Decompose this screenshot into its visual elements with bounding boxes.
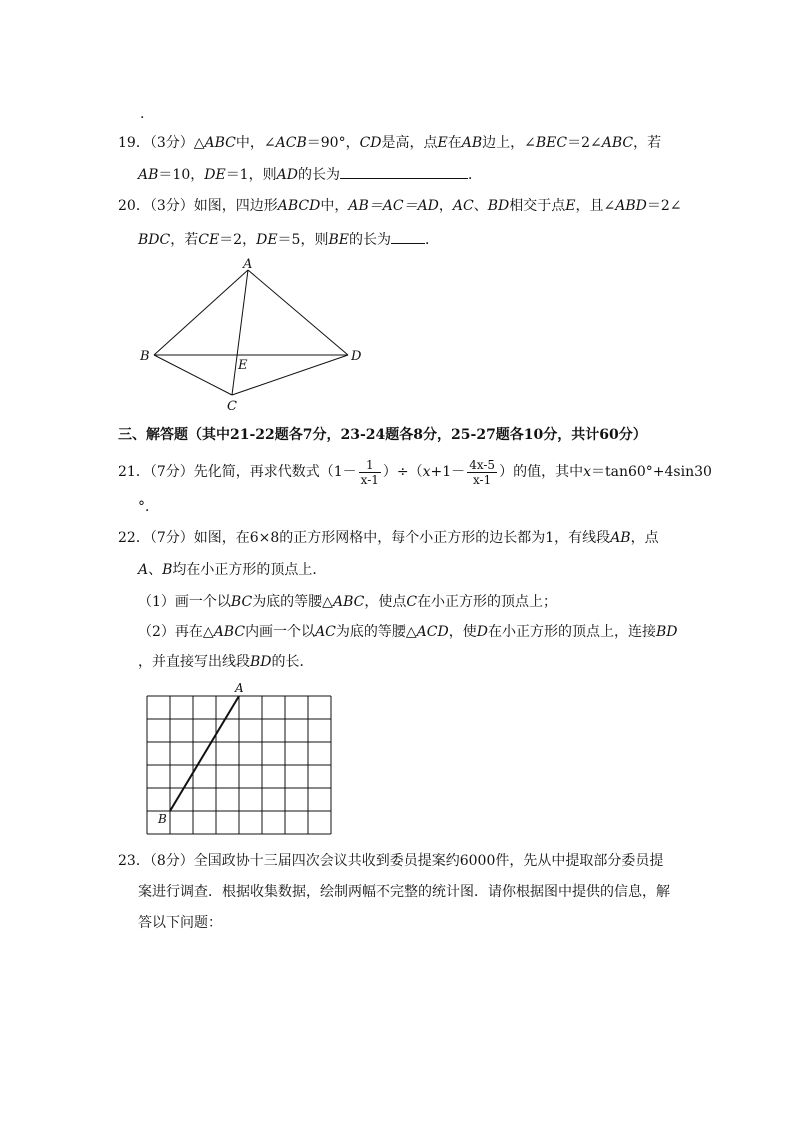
q22-text: 的长．	[271, 654, 314, 670]
q21-line2: °．	[138, 499, 159, 515]
q22-var: A	[138, 562, 149, 578]
q20-var: ABCD	[277, 198, 321, 214]
q19-var: ABC	[204, 135, 236, 151]
q19-var: BEC	[535, 135, 568, 151]
q22-var: ABC	[332, 594, 365, 610]
q19-text: ＝10，	[158, 167, 205, 183]
q22-var: C	[406, 594, 418, 610]
q21-line1	[118, 455, 712, 489]
seg-ad	[248, 270, 348, 355]
q19-var: ACB	[275, 135, 307, 151]
q22-sub1	[138, 592, 557, 612]
q19-text: ，若	[633, 135, 662, 151]
seg-ab	[154, 270, 248, 355]
q20-var: CE	[198, 232, 220, 248]
q19-text: 的长为	[297, 167, 340, 183]
q22-sub2	[138, 622, 677, 642]
top-dot: .	[140, 106, 145, 122]
q21-number: 21．（7分）	[118, 464, 194, 480]
q20-var: DE	[256, 232, 278, 248]
q19-var: AB	[138, 167, 159, 183]
q20-text: ＝2，	[219, 232, 257, 248]
q20-text: ＝2∠	[646, 198, 682, 214]
q21-text: +1－	[430, 464, 466, 480]
q22-sub3	[138, 652, 314, 672]
q20-text: ＝5，则	[277, 232, 329, 248]
q22-var: BD	[655, 624, 678, 640]
q20-figure	[130, 252, 370, 417]
section-3-title: 三、解答题（其中21-22题各7分，23-24题各8分，25-27题各10分，共计60分）	[118, 427, 647, 443]
q20-var: ABD	[615, 198, 647, 214]
q22-number: 22．（7分）	[118, 530, 194, 546]
q22-text: 为底的等腰△	[252, 594, 333, 610]
q22-text: 如图，在6×8的正方形网格中，每个小正方形的边长都为1，有线段	[193, 530, 611, 546]
q19-text: 是高，点	[381, 135, 438, 151]
q22-line1	[118, 528, 659, 548]
q22-text: 在小正方形的顶点上，连接	[487, 624, 656, 640]
seg-cd	[232, 355, 348, 395]
seg-bc	[154, 355, 232, 395]
q19-text: ．	[467, 167, 482, 183]
q20-var: AC	[452, 198, 474, 214]
q19-var: AD	[276, 167, 298, 183]
q19-text: ＝1，则	[225, 167, 277, 183]
q20-text: ，若	[170, 232, 199, 248]
q22-text: 均在小正方形的顶点上．	[172, 562, 327, 578]
q20-text: ，	[438, 198, 453, 214]
fraction-numerator: 1	[359, 458, 381, 473]
q22-text: ，使点	[364, 594, 407, 610]
q20-text: 、	[473, 198, 488, 214]
q22-line2	[138, 560, 326, 580]
q22-text: 在小正方形的顶点上；	[417, 594, 558, 610]
q19-text: 在	[447, 135, 462, 151]
label-b: B	[140, 349, 150, 364]
q20-text: ，且∠	[575, 198, 616, 214]
q20-line2	[138, 229, 439, 250]
label-a: A	[243, 257, 253, 272]
q22-var: ACD	[416, 624, 449, 640]
q19-answer-blank[interactable]	[340, 164, 468, 179]
fraction-numerator: 4x-5	[469, 457, 496, 472]
q21-text: ）的值，其中	[499, 464, 584, 480]
q19-var: DE	[204, 167, 226, 183]
q19-var: E	[437, 135, 448, 151]
q21-var: x	[583, 464, 591, 480]
q19-var: ABC	[601, 135, 634, 151]
q22-grid-figure	[140, 680, 340, 838]
q21-text: ＝tan60°+4sin30	[590, 464, 712, 480]
seg-ac	[232, 270, 248, 395]
q21-text: ）÷（	[382, 464, 423, 480]
segment-ab	[170, 696, 239, 811]
q22-text: （1）画一个以	[138, 594, 231, 610]
q19-text: 边上，∠	[482, 135, 536, 151]
q19-text: 中，∠	[235, 135, 276, 151]
q19-var: CD	[359, 135, 382, 151]
q20-text: ．	[424, 232, 439, 248]
q20-text: 相交于点	[509, 198, 566, 214]
q21-fraction-2	[467, 458, 497, 487]
q20-var: AB＝AC＝AD	[348, 198, 439, 214]
q19-line2	[138, 164, 482, 185]
q19-text: ＝90°，	[306, 135, 360, 151]
q20-text: 的长为	[348, 232, 391, 248]
q23-line2: 案进行调查．根据收集数据，绘制两幅不完整的统计图．请你根据图中提供的信息，解	[138, 884, 670, 900]
fraction-denominator: x-1	[473, 472, 492, 487]
label-d: D	[351, 349, 362, 364]
q23-line1: 23．（8分）全国政协十三届四次会议共收到委员提案约6000件，先从中提取部分委员提	[118, 853, 664, 869]
q23-line3: 答以下问题：	[138, 915, 222, 931]
fraction-denominator: x-1	[360, 472, 379, 487]
q22-text: ，并直接写出线段	[138, 654, 250, 670]
q20-line1	[118, 196, 681, 216]
label-e: E	[238, 358, 248, 373]
q19-var: AB	[461, 135, 483, 151]
q22-text: 、	[148, 562, 163, 578]
q20-text: 中，	[320, 198, 349, 214]
q22-var: BD	[250, 654, 272, 670]
label-c: C	[227, 399, 237, 414]
q20-var: E	[565, 198, 576, 214]
q20-var: BDC	[138, 232, 171, 248]
q22-var: B	[162, 562, 173, 578]
q22-text: （2）再在△	[138, 624, 214, 640]
q19-text: △	[193, 135, 205, 151]
q21-var: x	[422, 464, 431, 480]
q20-answer-blank[interactable]	[391, 229, 425, 244]
q19-number: 19．（3分）	[118, 135, 194, 151]
q22-text: 为底的等腰△	[335, 624, 417, 640]
q22-var: ABC	[213, 624, 246, 640]
q20-number: 20．（3分）	[118, 198, 194, 214]
q22-text: 内画一个以	[245, 624, 316, 640]
q20-text: 如图，四边形	[193, 198, 278, 214]
q19-text: ＝2∠	[567, 135, 602, 151]
q22-text: ，使	[448, 624, 477, 640]
q22-text: ，点	[630, 530, 659, 546]
q22-var: AC	[315, 624, 336, 640]
q21-fraction-1	[359, 458, 381, 487]
grid-label-b: B	[158, 812, 167, 826]
q22-var: D	[476, 624, 488, 640]
q21-text: 先化简，再求代数式（1－	[193, 464, 357, 480]
grid-label-a: A	[235, 681, 244, 695]
q20-var: BE	[328, 232, 349, 248]
q22-var: AB	[610, 530, 631, 546]
q22-var: BC	[230, 594, 253, 610]
q19-line1	[118, 133, 661, 153]
q20-var: BD	[487, 198, 510, 214]
